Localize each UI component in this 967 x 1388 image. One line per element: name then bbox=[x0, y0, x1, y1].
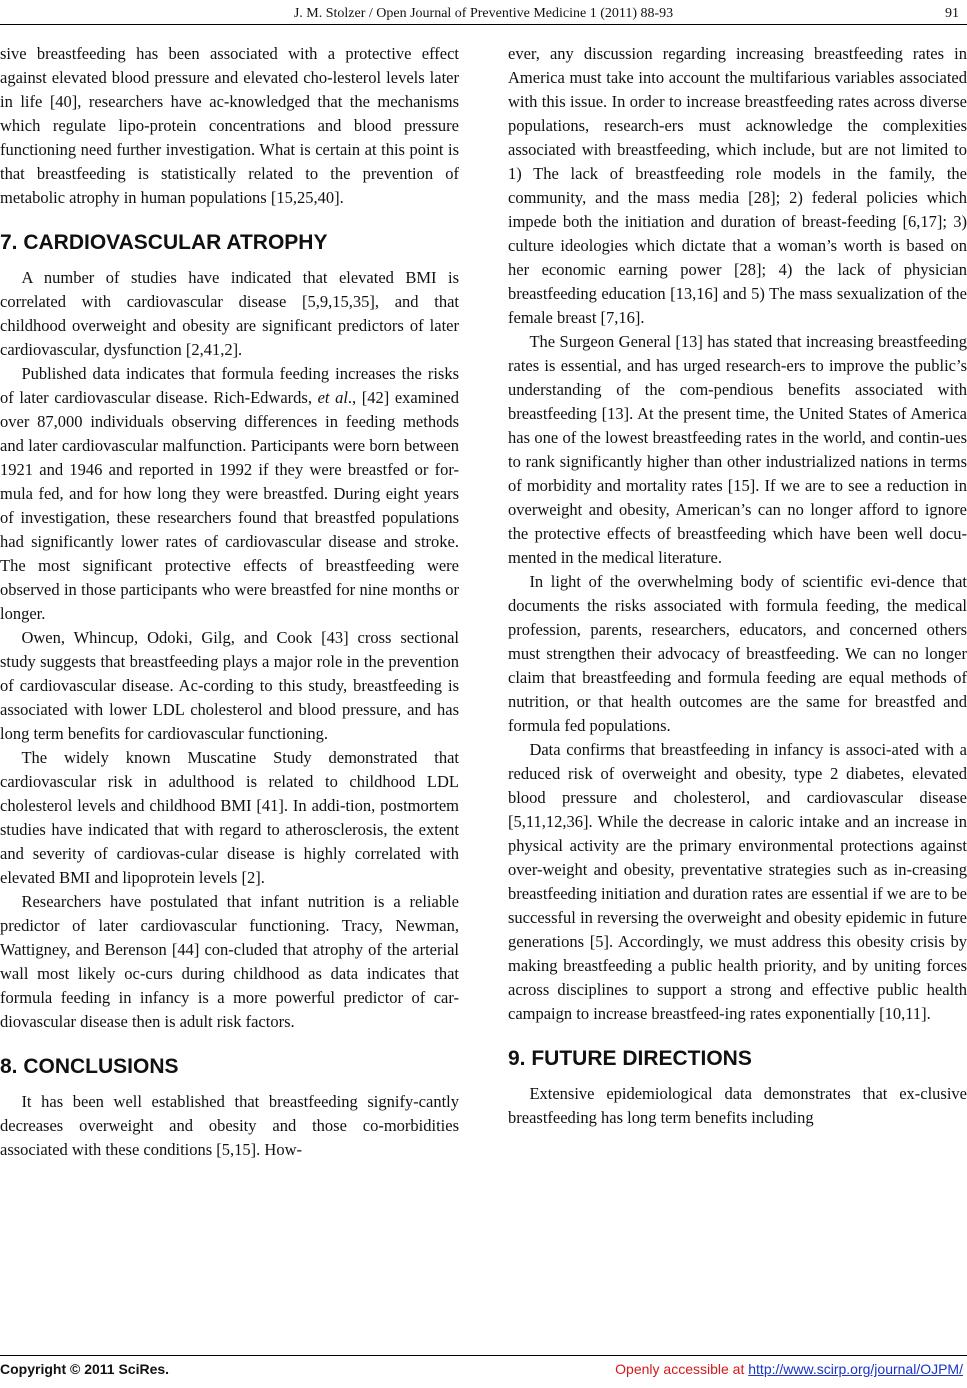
paragraph-owen-study: Owen, Whincup, Odoki, Gilg, and Cook [43] cross sectional study suggests that breastfeeding plays a major role in the prevention of cardiovascular disease. Ac-cording to this study, breastfeeding is associated with lower LDL cholesterol and blood pressure, and has long term benefits for cardiovascular functioning. bbox=[0, 628, 459, 743]
paragraph-conclusions-start: It has been well established that breastfeeding signify-cantly decreases overweight and obesity and those co-morbidities associated with these conditions [5,15]. How- bbox=[0, 1092, 459, 1159]
open-access-label: Openly accessible at bbox=[615, 1361, 749, 1377]
page-header bbox=[0, 4, 967, 26]
open-access-notice bbox=[615, 1361, 963, 1377]
footer-rule bbox=[0, 1355, 967, 1356]
paragraph-future-directions: Extensive epidemiological data demonstrates that ex-clusive breastfeeding has long term benefits including bbox=[508, 1084, 967, 1127]
paragraph-rich-edwards bbox=[0, 362, 459, 626]
page-footer bbox=[0, 1355, 967, 1383]
paragraph-rich-edwards-rest: ., [42] examined over 87,000 individuals observing differences in feeding methods and later cardiovascular malfunction. Participants were born between 1921 and 1946 and reported in 1992 if they were breastfed or for-mula fed, and for how long they were breastfed. During eight years of investigation, these researchers found that breastfed populations had significantly lower rates of cardiovascular disease and stroke. The most significant protective effects of breastfeeding were observed in those participants who were breastfed for nine months or longer. bbox=[0, 388, 459, 623]
paragraph-rich-edwards-start: Published data indicates that formula feeding increases the risks of later cardiovascular disease. Rich-Edwards, bbox=[0, 364, 459, 407]
paragraph-surgeon-general: The Surgeon General [13] has stated that increasing breastfeeding rates is essential, and has urged research-ers to improve the public’s understanding of the com-pendious benefits associated with breastfeeding [13]. At the present time, the United States of America has one of the lowest breastfeeding rates in the world, and contin-ues to rank significantly higher than other industrialized nations in terms of morbidity and mortality rates [15]. If we are to see a reduction in overweight and obesity, American’s can no longer afford to ignore the protective effects of breastfeeding which have been well docu-mented in the medical literature. bbox=[508, 332, 967, 567]
header-rule bbox=[0, 24, 967, 25]
paragraph-bmi-cardiovascular: A number of studies have indicated that elevated BMI is correlated with cardiovascular disease [5,9,15,35], and that childhood overweight and obesity are significant predictors of later cardiovascular, dysfunction [2,41,2]. bbox=[0, 268, 459, 359]
paragraph-metabolic-continued: sive breastfeeding has been associated with a protective effect against elevated blood pressure and elevated cho-lesterol levels later in life [40], researchers have ac-knowledged that the mechanisms which regulate lipo-protein concentrations and blood pressure functioning need further investigation. What is certain at this point is that breastfeeding is statistically related to the prevention of metabolic atrophy in human populations [15,25,40]. bbox=[0, 44, 459, 207]
page-number: 91 bbox=[945, 6, 959, 21]
journal-link[interactable]: http://www.scirp.org/journal/OJPM/ bbox=[748, 1361, 963, 1377]
left-column bbox=[0, 42, 459, 1162]
running-title: J. M. Stolzer / Open Journal of Preventive Medicine 1 (2011) 88-93 bbox=[293, 6, 674, 21]
section-heading-future-directions: 9. FUTURE DIRECTIONS bbox=[508, 1047, 752, 1070]
et-al-italic: et al bbox=[317, 388, 348, 407]
copyright-notice: Copyright © 2011 SciRes. bbox=[0, 1361, 170, 1377]
paragraph-conclusions-continued: ever, any discussion regarding increasing breastfeeding rates in America must take into account the multifarious variables associated with this issue. In order to increase breastfeeding rates across diverse populations, research-ers must acknowledge the complexities associated with breastfeeding, which include, but are not limited to 1) The lack of breastfeeding role models in the family, the community, and the mass media [28]; 2) federal policies which impede both the initiation and duration of breast-feeding [6,17]; 3) culture ideologies which dictate that a woman’s worth is based on her economic earning power [28]; 4) the lack of physician breastfeeding education [13,16] and 5) The mass sexualization of the female breast [7,16]. bbox=[508, 44, 967, 327]
section-heading-conclusions: 8. CONCLUSIONS bbox=[0, 1055, 179, 1078]
paragraph-infant-nutrition: Researchers have postulated that infant nutrition is a reliable predictor of later cardiovascular functioning. Tracy, Newman, Wattigney, and Berenson [44] con-cluded that atrophy of the arterial wall most likely oc-curs during childhood as data indicates that formula feeding in infancy is a more powerful predictor of car-diovascular disease then is adult risk factors. bbox=[0, 892, 459, 1031]
paragraph-scientific-evidence: In light of the overwhelming body of scientific evi-dence that documents the risks associated with formula feeding, the medical profession, parents, researchers, educators, and concerned others must strengthen their advocacy of breastfeeding. We can no longer claim that breastfeeding and formula feeding are equal methods of nutrition, or that health outcomes are the same for breastfed and formula fed populations. bbox=[508, 572, 967, 735]
paragraph-data-confirms: Data confirms that breastfeeding in infancy is associ-ated with a reduced risk of overweight and obesity, type 2 diabetes, elevated blood pressure and cholesterol, and cardiovascular disease [5,11,12,36]. While the decrease in caloric intake and an increase in physical activity are the primary environmental protections against over-weight and obesity, preventative strategies such as in-creasing breastfeeding initiation and duration rates are essential if we are to be successful in reversing the overweight and obesity epidemic in future generations [5]. Accordingly, we must address this obesity crisis by making breastfeeding a public health priority, and by uniting forces across disciplines to support a strong and effective public health campaign to increase breastfeed-ing rates exponentially [10,11]. bbox=[508, 740, 967, 1023]
paragraph-muscatine-study: The widely known Muscatine Study demonstrated that cardiovascular risk in adulthood is related to childhood LDL cholesterol levels and childhood BMI [41]. In addi-tion, postmortem studies have indicated that with regard to atherosclerosis, the extent and severity of cardiovas-cular disease is highly correlated with elevated BMI and lipoprotein levels [2]. bbox=[0, 748, 459, 887]
section-heading-cardiovascular: 7. CARDIOVASCULAR ATROPHY bbox=[0, 231, 328, 254]
right-column bbox=[508, 42, 967, 1130]
